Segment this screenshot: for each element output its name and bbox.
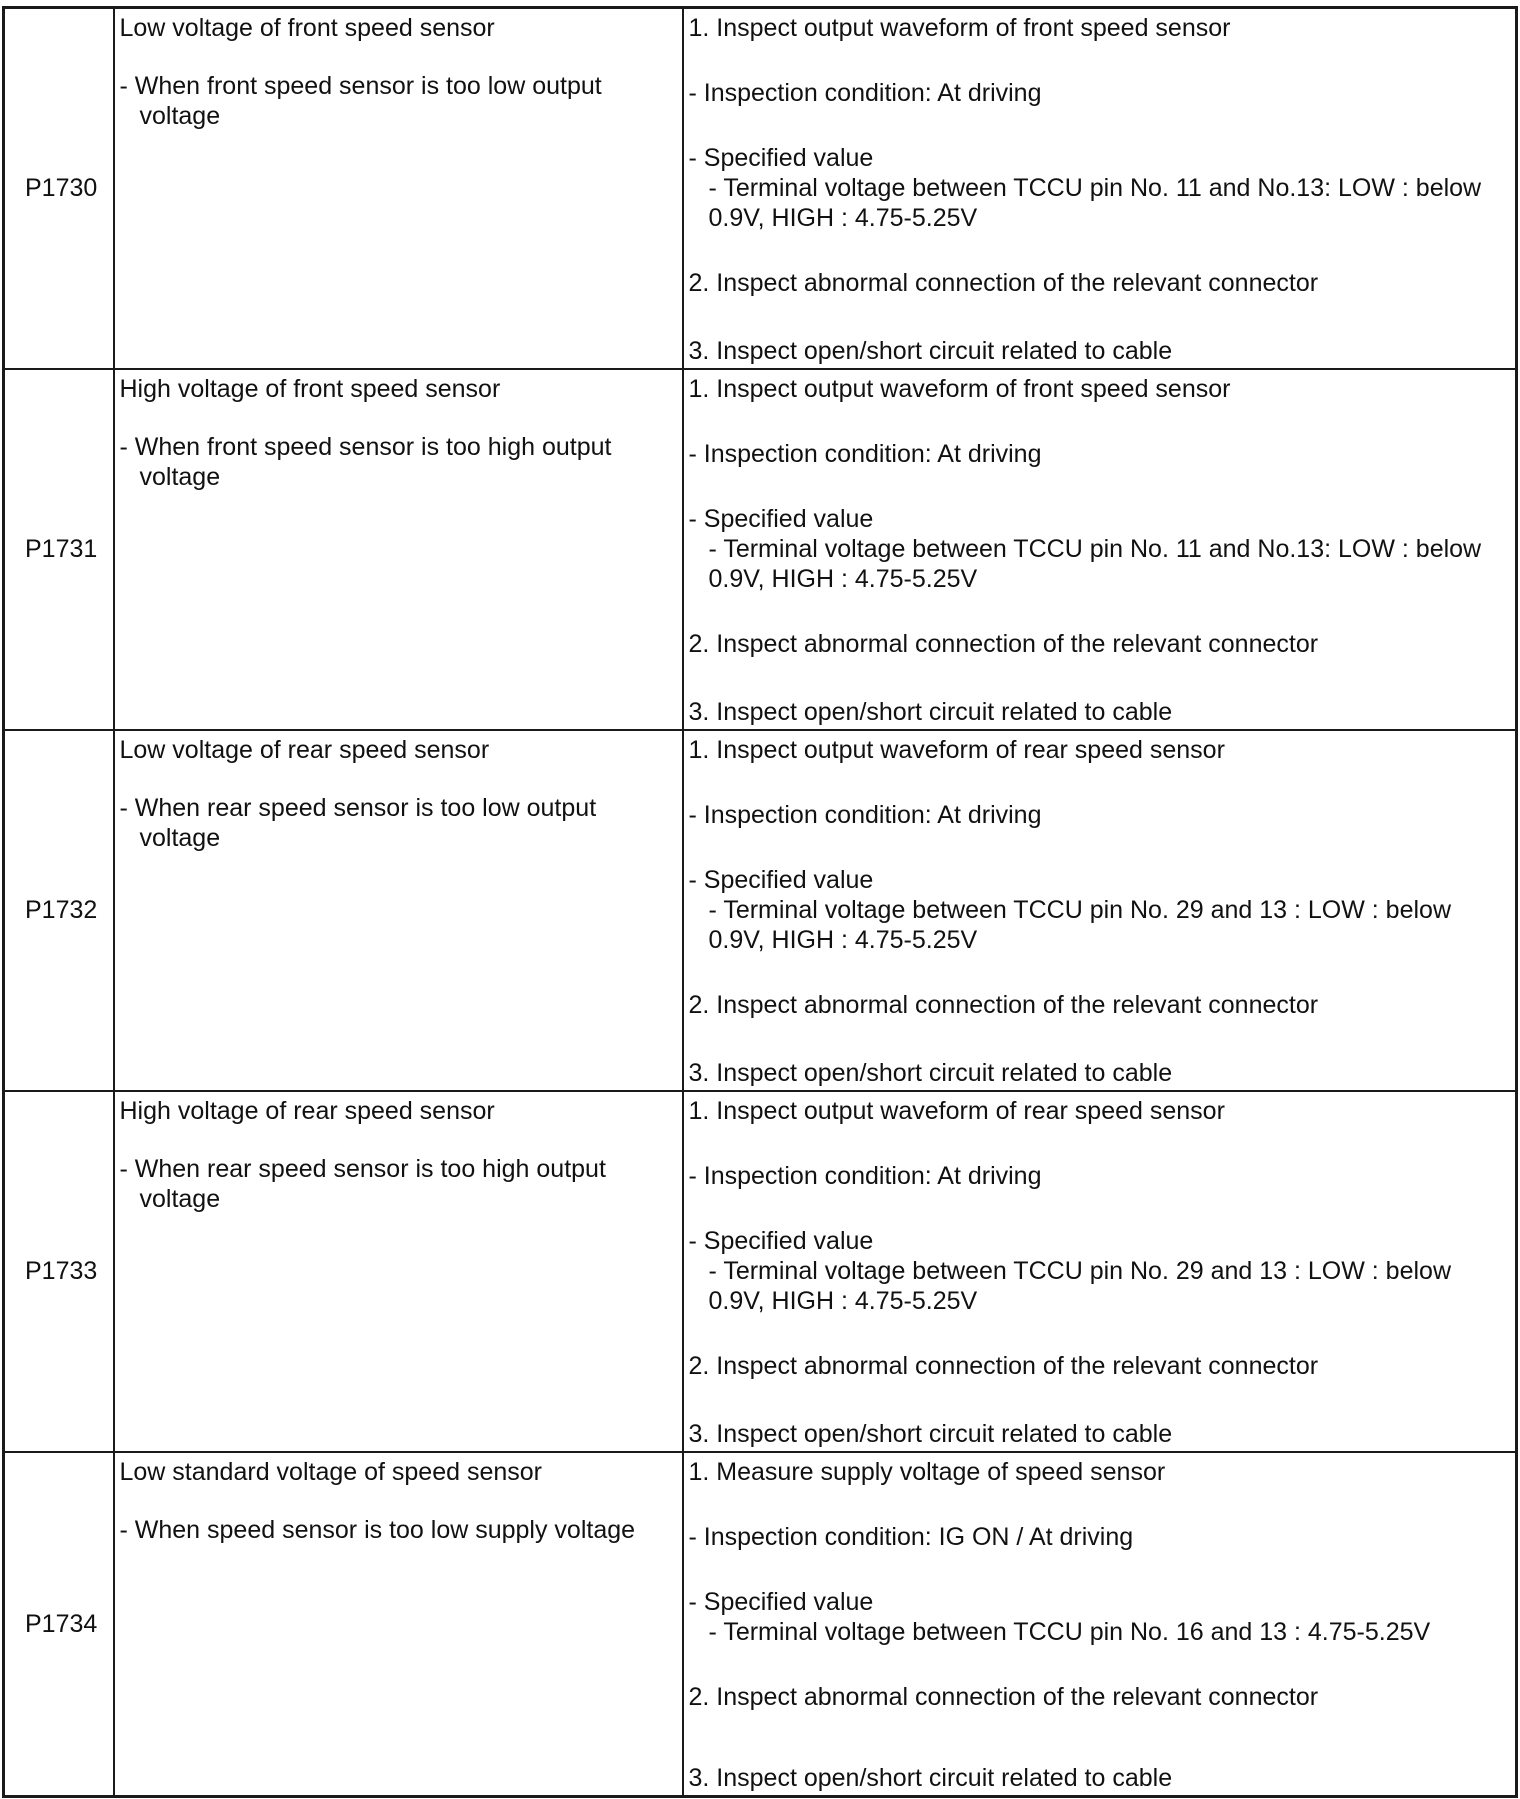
- description-cell: [114, 369, 683, 730]
- dtc-code-cell: [4, 1091, 114, 1452]
- dtc-code: P1730: [25, 174, 98, 203]
- check-step-2: 2. Inspect abnormal connection of the relevant connector: [688, 1351, 1319, 1380]
- specified-value-detail: - Terminal voltage between TCCU pin No. 11 and No.13: LOW : below 0.9V, HIGH : 4.75-5.25V: [708, 534, 1482, 593]
- dtc-code: P1734: [25, 1609, 98, 1638]
- inspection-condition: - Inspection condition: At driving: [688, 439, 1042, 468]
- fault-condition: - When rear speed sensor is too low output voltage: [119, 793, 597, 852]
- inspection-cell: [683, 369, 1517, 730]
- fault-title: Low standard voltage of speed sensor: [119, 1457, 542, 1486]
- check-step-3: 3. Inspect open/short circuit related to cable: [688, 336, 1173, 365]
- table-row: [4, 1091, 1517, 1452]
- table-row: [4, 1452, 1517, 1797]
- description-cell: [114, 8, 683, 369]
- table-row: [4, 8, 1517, 369]
- check-step-3: 3. Inspect open/short circuit related to cable: [688, 1419, 1173, 1448]
- dtc-table: [2, 6, 1518, 1798]
- fault-title: Low voltage of front speed sensor: [119, 14, 495, 42]
- check-step-3: 3. Inspect open/short circuit related to cable: [688, 697, 1173, 726]
- inspection-condition: - Inspection condition: At driving: [688, 79, 1042, 107]
- check-step-2: 2. Inspect abnormal connection of the relevant connector: [688, 269, 1319, 297]
- description-cell: [114, 1091, 683, 1452]
- specified-value-label: - Specified value: [688, 144, 874, 172]
- specified-value-detail: - Terminal voltage between TCCU pin No. 16 and 13 : 4.75-5.25V: [708, 1617, 1431, 1646]
- description-cell: [114, 1452, 683, 1797]
- check-step-1: 1. Inspect output waveform of rear speed sensor: [688, 735, 1225, 764]
- check-step-1: 1. Inspect output waveform of front speed sensor: [688, 374, 1231, 403]
- fault-condition: - When rear speed sensor is too high output voltage: [119, 1154, 606, 1213]
- dtc-code-cell: [4, 8, 114, 369]
- dtc-code-cell: [4, 369, 114, 730]
- table-row: [4, 369, 1517, 730]
- dtc-code: P1732: [25, 896, 98, 924]
- check-step-1: 1. Inspect output waveform of front speed sensor: [688, 14, 1231, 42]
- inspection-cell: [683, 8, 1517, 369]
- dtc-code: P1731: [25, 535, 98, 563]
- check-step-1: 1. Measure supply voltage of speed sensor: [688, 1457, 1166, 1486]
- dtc-code: P1733: [25, 1257, 98, 1285]
- check-step-1: 1. Inspect output waveform of rear speed sensor: [688, 1096, 1225, 1125]
- specified-value-detail: - Terminal voltage between TCCU pin No. 29 and 13 : LOW : below 0.9V, HIGH : 4.75-5.25V: [708, 1256, 1452, 1315]
- specified-value-detail: - Terminal voltage between TCCU pin No. 29 and 13 : LOW : below 0.9V, HIGH : 4.75-5.25V: [708, 895, 1452, 954]
- inspection-condition: - Inspection condition: At driving: [688, 800, 1042, 829]
- check-step-3: 3. Inspect open/short circuit related to cable: [688, 1764, 1173, 1792]
- fault-condition: - When front speed sensor is too low output voltage: [119, 72, 602, 130]
- specified-value-label: - Specified value: [688, 865, 874, 894]
- dtc-code-cell: [4, 1452, 114, 1797]
- inspection-cell: [683, 730, 1517, 1091]
- inspection-cell: [683, 1452, 1517, 1797]
- specified-value-label: - Specified value: [688, 1587, 874, 1616]
- specified-value-label: - Specified value: [688, 1226, 874, 1255]
- specified-value-label: - Specified value: [688, 504, 874, 533]
- fault-title: High voltage of front speed sensor: [119, 374, 501, 403]
- table-row: [4, 730, 1517, 1091]
- check-step-2: 2. Inspect abnormal connection of the relevant connector: [688, 1682, 1319, 1711]
- check-step-3: 3. Inspect open/short circuit related to cable: [688, 1058, 1173, 1087]
- fault-condition: - When front speed sensor is too high output voltage: [119, 432, 612, 491]
- inspection-condition: - Inspection condition: IG ON / At driving: [688, 1522, 1134, 1551]
- dtc-code-cell: [4, 730, 114, 1091]
- specified-value-detail: - Terminal voltage between TCCU pin No. 11 and No.13: LOW : below 0.9V, HIGH : 4.75-5.25V: [708, 174, 1482, 232]
- fault-title: High voltage of rear speed sensor: [119, 1096, 495, 1125]
- fault-condition: - When speed sensor is too low supply voltage: [119, 1515, 636, 1544]
- check-step-2: 2. Inspect abnormal connection of the relevant connector: [688, 990, 1319, 1019]
- fault-title: Low voltage of rear speed sensor: [119, 735, 490, 764]
- inspection-cell: [683, 1091, 1517, 1452]
- check-step-2: 2. Inspect abnormal connection of the relevant connector: [688, 629, 1319, 658]
- description-cell: [114, 730, 683, 1091]
- inspection-condition: - Inspection condition: At driving: [688, 1161, 1042, 1190]
